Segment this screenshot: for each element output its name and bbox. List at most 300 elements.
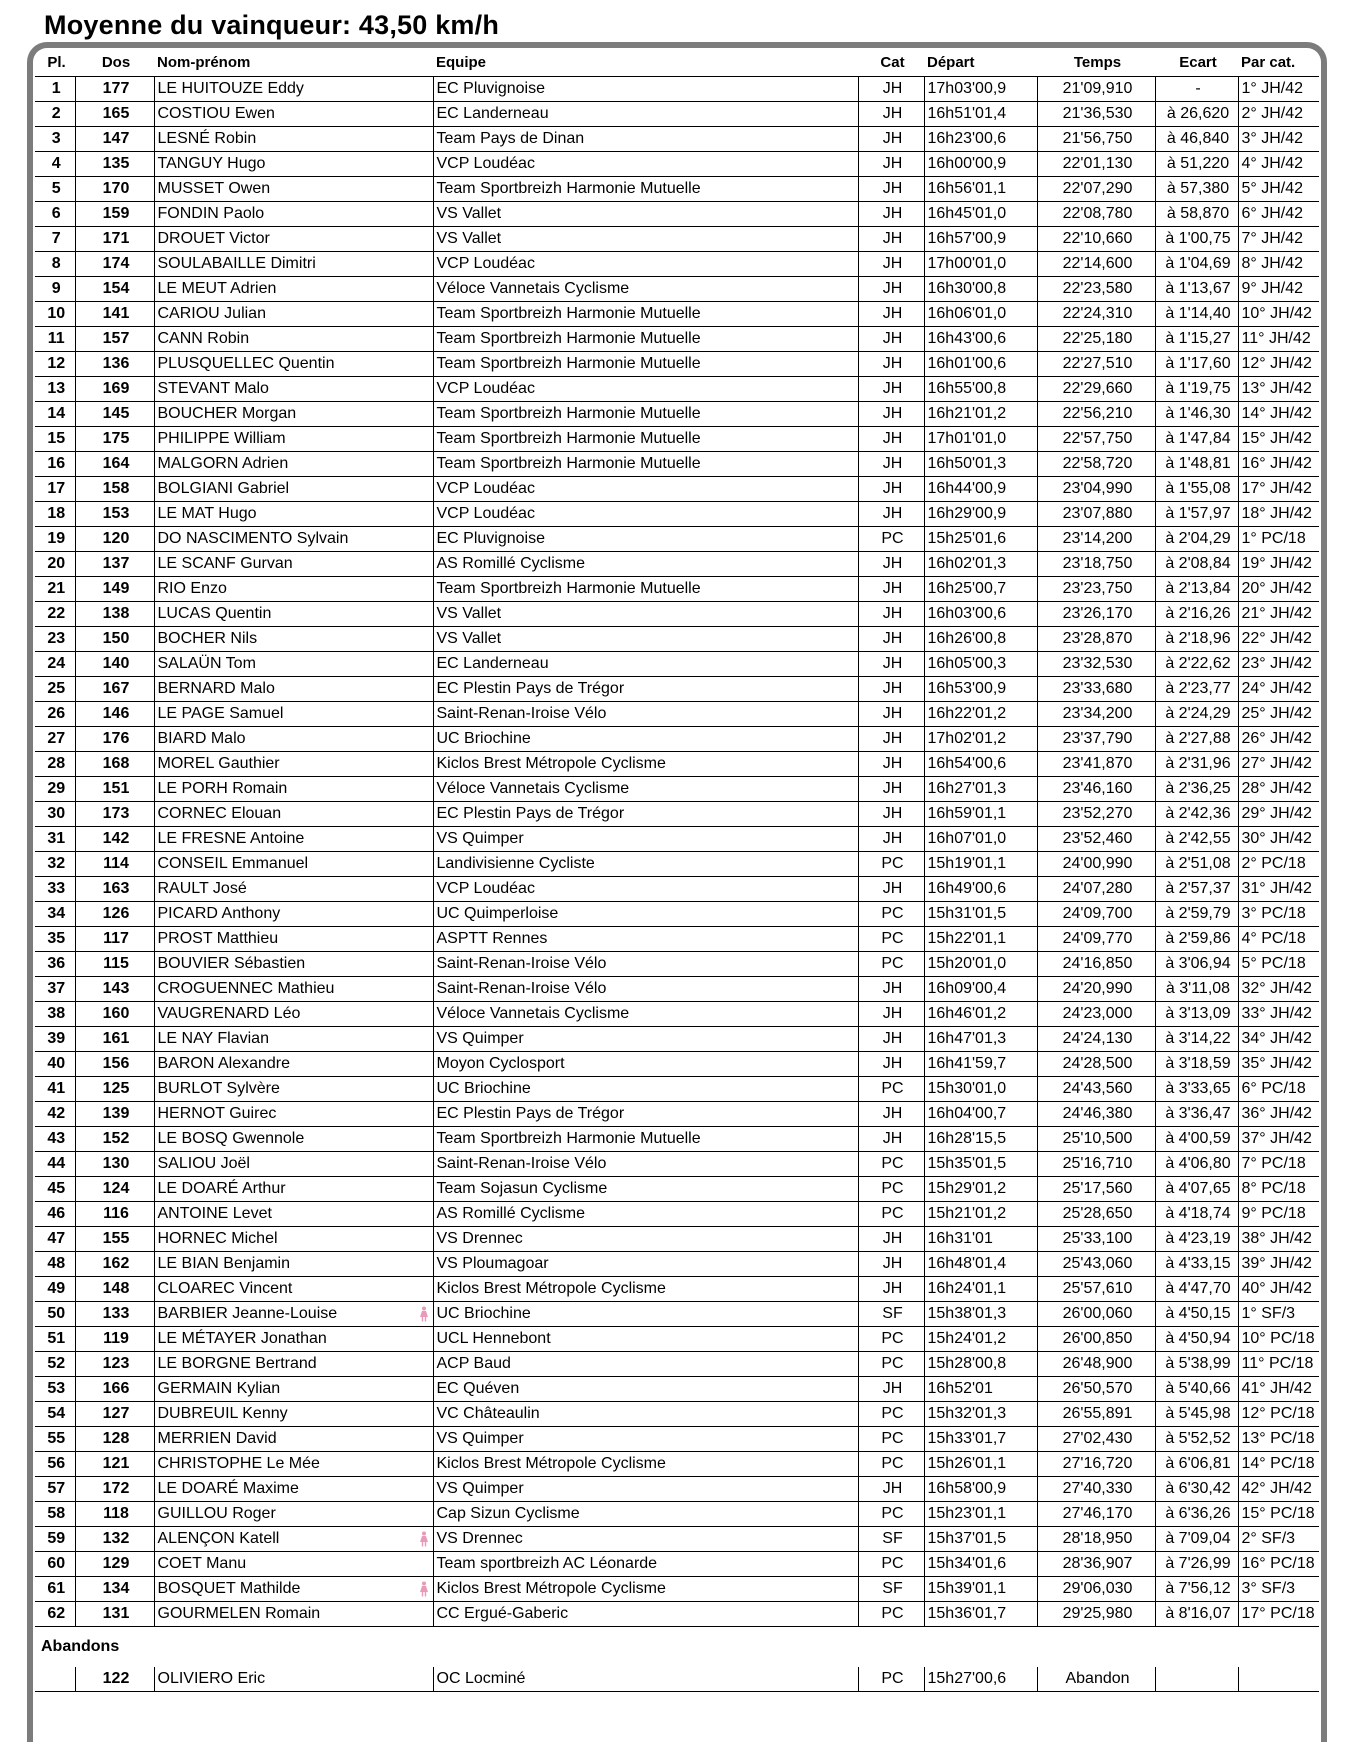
result-row — [35, 927, 1319, 952]
cell-parcat: 8° PC/18 — [1238, 1177, 1319, 1202]
result-row — [35, 202, 1319, 227]
cell-name: LE DOARÉ Maxime — [154, 1477, 433, 1502]
result-row — [35, 402, 1319, 427]
cell-depart: 15h36'01,7 — [924, 1602, 1037, 1627]
result-row — [35, 1127, 1319, 1152]
result-row — [35, 1277, 1319, 1302]
cell-name: RAULT José — [154, 877, 433, 902]
cell-dos: 115 — [75, 952, 154, 977]
cell-team: Team Sportbreizh Harmonie Mutuelle — [433, 177, 858, 202]
cell-dos: 126 — [75, 902, 154, 927]
cell-pl: 59 — [35, 1527, 75, 1552]
cell-depart: 17h00'01,0 — [924, 252, 1037, 277]
cell-name: PHILIPPE William — [154, 427, 433, 452]
cell-pl: 45 — [35, 1177, 75, 1202]
cell-cat: JH — [858, 327, 924, 352]
cell-cat: JH — [858, 602, 924, 627]
cell-cat: JH — [858, 627, 924, 652]
cell-pl — [35, 1667, 75, 1692]
cell-ecart: à 6'06,81 — [1155, 1452, 1238, 1477]
cell-pl: 29 — [35, 777, 75, 802]
cell-temps: 23'37,790 — [1037, 727, 1155, 752]
cell-team: Team Sportbreizh Harmonie Mutuelle — [433, 452, 858, 477]
cell-depart: 16h24'01,1 — [924, 1277, 1037, 1302]
cell-team: VCP Loudéac — [433, 877, 858, 902]
cell-parcat: 7° JH/42 — [1238, 227, 1319, 252]
cell-temps: 23'46,160 — [1037, 777, 1155, 802]
cell-temps: 21'36,530 — [1037, 102, 1155, 127]
cell-pl: 34 — [35, 902, 75, 927]
result-row — [35, 1602, 1319, 1627]
cell-dos: 169 — [75, 377, 154, 402]
cell-dos: 128 — [75, 1427, 154, 1452]
cell-temps: 25'10,500 — [1037, 1127, 1155, 1152]
cell-pl: 12 — [35, 352, 75, 377]
cell-cat: JH — [858, 177, 924, 202]
cell-ecart: à 8'16,07 — [1155, 1602, 1238, 1627]
cell-temps: 24'07,280 — [1037, 877, 1155, 902]
cell-pl: 49 — [35, 1277, 75, 1302]
cell-dos: 116 — [75, 1202, 154, 1227]
result-row — [35, 677, 1319, 702]
result-row — [35, 77, 1319, 102]
cell-dos: 172 — [75, 1477, 154, 1502]
cell-team: VS Vallet — [433, 602, 858, 627]
cell-depart: 16h57'00,9 — [924, 227, 1037, 252]
cell-cat: JH — [858, 977, 924, 1002]
result-row — [35, 1302, 1319, 1327]
cell-ecart: à 7'09,04 — [1155, 1527, 1238, 1552]
cell-pl: 55 — [35, 1427, 75, 1452]
cell-dos: 153 — [75, 502, 154, 527]
cell-name: BARBIER Jeanne-Louise — [154, 1302, 433, 1327]
cell-pl: 62 — [35, 1602, 75, 1627]
cell-dos: 157 — [75, 327, 154, 352]
cell-depart: 16h29'00,9 — [924, 502, 1037, 527]
cell-depart: 15h26'01,1 — [924, 1452, 1037, 1477]
female-figure-icon — [419, 1306, 429, 1322]
cell-pl: 31 — [35, 827, 75, 852]
cell-depart: 16h03'00,6 — [924, 602, 1037, 627]
cell-pl: 58 — [35, 1502, 75, 1527]
cell-pl: 3 — [35, 127, 75, 152]
cell-depart: 15h38'01,3 — [924, 1302, 1037, 1327]
cell-depart: 16h43'00,6 — [924, 327, 1037, 352]
cell-depart: 16h41'59,7 — [924, 1052, 1037, 1077]
cell-parcat: 28° JH/42 — [1238, 777, 1319, 802]
cell-dos: 127 — [75, 1402, 154, 1427]
cell-team: VS Quimper — [433, 1427, 858, 1452]
cell-parcat: 4° PC/18 — [1238, 927, 1319, 952]
cell-dos: 131 — [75, 1602, 154, 1627]
cell-temps: 23'04,990 — [1037, 477, 1155, 502]
cell-depart: 16h31'01 — [924, 1227, 1037, 1252]
cell-temps: 29'25,980 — [1037, 1602, 1155, 1627]
cell-temps: 23'23,750 — [1037, 577, 1155, 602]
cell-dos: 152 — [75, 1127, 154, 1152]
cell-depart: 16h50'01,3 — [924, 452, 1037, 477]
cell-name: LESNÉ Robin — [154, 127, 433, 152]
cell-name: LE FRESNE Antoine — [154, 827, 433, 852]
cell-pl: 9 — [35, 277, 75, 302]
cell-dos: 175 — [75, 427, 154, 452]
cell-dos: 155 — [75, 1227, 154, 1252]
cell-temps: 25'28,650 — [1037, 1202, 1155, 1227]
cell-team: Team sportbreizh AC Léonarde — [433, 1552, 858, 1577]
cell-parcat: 38° JH/42 — [1238, 1227, 1319, 1252]
cell-team: VC Châteaulin — [433, 1402, 858, 1427]
cell-pl: 38 — [35, 1002, 75, 1027]
cell-cat: JH — [858, 502, 924, 527]
cell-pl: 25 — [35, 677, 75, 702]
header-parcat: Par cat. — [1238, 48, 1319, 77]
result-row — [35, 1227, 1319, 1252]
cell-team: Team Pays de Dinan — [433, 127, 858, 152]
cell-depart: 15h24'01,2 — [924, 1327, 1037, 1352]
cell-name: ANTOINE Levet — [154, 1202, 433, 1227]
cell-name: BOLGIANI Gabriel — [154, 477, 433, 502]
cell-cat: PC — [858, 1152, 924, 1177]
cell-cat: SF — [858, 1577, 924, 1602]
cell-cat: JH — [858, 1027, 924, 1052]
result-row — [35, 1527, 1319, 1552]
cell-dos: 117 — [75, 927, 154, 952]
cell-dos: 130 — [75, 1152, 154, 1177]
cell-pl: 51 — [35, 1327, 75, 1352]
cell-pl: 18 — [35, 502, 75, 527]
cell-team: Team Sportbreizh Harmonie Mutuelle — [433, 577, 858, 602]
cell-ecart: à 4'50,15 — [1155, 1302, 1238, 1327]
header-dos: Dos — [75, 48, 154, 77]
cell-dos: 121 — [75, 1452, 154, 1477]
cell-ecart: à 2'31,96 — [1155, 752, 1238, 777]
cell-ecart: à 1'13,67 — [1155, 277, 1238, 302]
cell-team: Saint-Renan-Iroise Vélo — [433, 1152, 858, 1177]
cell-depart: 15h31'01,5 — [924, 902, 1037, 927]
result-row — [35, 777, 1319, 802]
cell-team: UC Briochine — [433, 1302, 858, 1327]
cell-cat: JH — [858, 802, 924, 827]
cell-depart: 15h23'01,1 — [924, 1502, 1037, 1527]
cell-name: BOUCHER Morgan — [154, 402, 433, 427]
cell-ecart: à 46,840 — [1155, 127, 1238, 152]
cell-dos: 136 — [75, 352, 154, 377]
cell-temps: 22'14,600 — [1037, 252, 1155, 277]
cell-parcat: 13° JH/42 — [1238, 377, 1319, 402]
cell-temps: 22'24,310 — [1037, 302, 1155, 327]
cell-pl: 47 — [35, 1227, 75, 1252]
result-row — [35, 1552, 1319, 1577]
cell-depart: 16h04'00,7 — [924, 1102, 1037, 1127]
cell-dos: 122 — [75, 1667, 154, 1692]
cell-depart: 15h34'01,6 — [924, 1552, 1037, 1577]
cell-name: DO NASCIMENTO Sylvain — [154, 527, 433, 552]
cell-ecart: à 2'18,96 — [1155, 627, 1238, 652]
cell-depart: 16h01'00,6 — [924, 352, 1037, 377]
cell-name: LE MÉTAYER Jonathan — [154, 1327, 433, 1352]
cell-cat: JH — [858, 452, 924, 477]
cell-depart: 16h05'00,3 — [924, 652, 1037, 677]
cell-parcat: 23° JH/42 — [1238, 652, 1319, 677]
cell-temps: 23'41,870 — [1037, 752, 1155, 777]
cell-temps: 22'56,210 — [1037, 402, 1155, 427]
result-row — [35, 1352, 1319, 1377]
cell-temps: 24'28,500 — [1037, 1052, 1155, 1077]
cell-team: OC Locminé — [433, 1667, 858, 1692]
cell-name: DROUET Victor — [154, 227, 433, 252]
result-row — [35, 1202, 1319, 1227]
cell-pl: 16 — [35, 452, 75, 477]
cell-cat: PC — [858, 1667, 924, 1692]
cell-team: Landivisienne Cycliste — [433, 852, 858, 877]
cell-temps: 23'52,270 — [1037, 802, 1155, 827]
cell-temps: 25'57,610 — [1037, 1277, 1155, 1302]
cell-name: MUSSET Owen — [154, 177, 433, 202]
cell-parcat: 22° JH/42 — [1238, 627, 1319, 652]
cell-cat: JH — [858, 202, 924, 227]
cell-team: EC Plestin Pays de Trégor — [433, 1102, 858, 1127]
cell-cat: PC — [858, 1502, 924, 1527]
result-row — [35, 1077, 1319, 1102]
cell-cat: PC — [858, 952, 924, 977]
cell-depart: 16h27'01,3 — [924, 777, 1037, 802]
cell-dos: 148 — [75, 1277, 154, 1302]
abandons-section — [35, 1627, 1319, 1668]
cell-pl: 8 — [35, 252, 75, 277]
cell-pl: 22 — [35, 602, 75, 627]
cell-temps: 22'29,660 — [1037, 377, 1155, 402]
cell-pl: 11 — [35, 327, 75, 352]
cell-cat: JH — [858, 102, 924, 127]
cell-parcat: 15° JH/42 — [1238, 427, 1319, 452]
page-title: Moyenne du vainqueur: 43,50 km/h — [44, 10, 500, 40]
cell-parcat: 3° JH/42 — [1238, 127, 1319, 152]
cell-dos: 159 — [75, 202, 154, 227]
cell-ecart: à 1'15,27 — [1155, 327, 1238, 352]
cell-team: VS Vallet — [433, 227, 858, 252]
cell-team: Kiclos Brest Métropole Cyclisme — [433, 1452, 858, 1477]
cell-pl: 20 — [35, 552, 75, 577]
female-figure-icon — [419, 1531, 429, 1547]
cell-name: BERNARD Malo — [154, 677, 433, 702]
cell-ecart: à 7'26,99 — [1155, 1552, 1238, 1577]
result-row — [35, 977, 1319, 1002]
cell-team: VS Quimper — [433, 1027, 858, 1052]
cell-parcat: 1° JH/42 — [1238, 77, 1319, 102]
cell-team: Team Sojasun Cyclisme — [433, 1177, 858, 1202]
cell-team: VS Vallet — [433, 202, 858, 227]
header-team: Equipe — [433, 48, 858, 77]
cell-cat: PC — [858, 1452, 924, 1477]
cell-ecart: à 7'56,12 — [1155, 1577, 1238, 1602]
cell-dos: 171 — [75, 227, 154, 252]
result-row — [35, 177, 1319, 202]
cell-dos: 173 — [75, 802, 154, 827]
cell-name: STEVANT Malo — [154, 377, 433, 402]
cell-ecart: à 2'51,08 — [1155, 852, 1238, 877]
cell-dos: 176 — [75, 727, 154, 752]
cell-pl: 40 — [35, 1052, 75, 1077]
cell-depart: 16h47'01,3 — [924, 1027, 1037, 1052]
cell-parcat: 10° JH/42 — [1238, 302, 1319, 327]
cell-team: Véloce Vannetais Cyclisme — [433, 1002, 858, 1027]
cell-cat: PC — [858, 1077, 924, 1102]
cell-name: BURLOT Sylvère — [154, 1077, 433, 1102]
cell-depart: 16h00'00,9 — [924, 152, 1037, 177]
cell-dos: 168 — [75, 752, 154, 777]
cell-parcat: 2° JH/42 — [1238, 102, 1319, 127]
cell-depart: 16h23'00,6 — [924, 127, 1037, 152]
cell-depart: 16h09'00,4 — [924, 977, 1037, 1002]
cell-depart: 16h59'01,1 — [924, 802, 1037, 827]
cell-team: VS Drennec — [433, 1527, 858, 1552]
cell-name: PROST Matthieu — [154, 927, 433, 952]
cell-ecart: à 5'45,98 — [1155, 1402, 1238, 1427]
cell-cat: PC — [858, 1427, 924, 1452]
cell-team: VCP Loudéac — [433, 502, 858, 527]
cell-name: MALGORN Adrien — [154, 452, 433, 477]
cell-cat: JH — [858, 1277, 924, 1302]
cell-depart: 17h02'01,2 — [924, 727, 1037, 752]
cell-depart: 16h28'15,5 — [924, 1127, 1037, 1152]
cell-dos: 137 — [75, 552, 154, 577]
cell-temps: Abandon — [1037, 1667, 1155, 1692]
cell-depart: 15h39'01,1 — [924, 1577, 1037, 1602]
cell-cat: PC — [858, 1602, 924, 1627]
cell-ecart: à 4'50,94 — [1155, 1327, 1238, 1352]
cell-parcat: 8° JH/42 — [1238, 252, 1319, 277]
cell-ecart: à 4'47,70 — [1155, 1277, 1238, 1302]
cell-team: VS Quimper — [433, 827, 858, 852]
cell-team: Team Sportbreizh Harmonie Mutuelle — [433, 302, 858, 327]
cell-dos: 158 — [75, 477, 154, 502]
cell-pl: 15 — [35, 427, 75, 452]
cell-pl: 17 — [35, 477, 75, 502]
cell-parcat: 16° JH/42 — [1238, 452, 1319, 477]
cell-temps: 24'16,850 — [1037, 952, 1155, 977]
result-row — [35, 252, 1319, 277]
cell-ecart: à 1'55,08 — [1155, 477, 1238, 502]
cell-name: LE DOARÉ Arthur — [154, 1177, 433, 1202]
cell-ecart: à 2'59,79 — [1155, 902, 1238, 927]
cell-ecart: à 1'14,40 — [1155, 302, 1238, 327]
cell-ecart: à 6'36,26 — [1155, 1502, 1238, 1527]
cell-dos: 170 — [75, 177, 154, 202]
cell-team: VS Vallet — [433, 627, 858, 652]
cell-parcat: 21° JH/42 — [1238, 602, 1319, 627]
cell-ecart: à 4'23,19 — [1155, 1227, 1238, 1252]
cell-name: COSTIOU Ewen — [154, 102, 433, 127]
cell-pl: 4 — [35, 152, 75, 177]
cell-ecart: à 2'08,84 — [1155, 552, 1238, 577]
cell-cat: JH — [858, 377, 924, 402]
cell-team: UCL Hennebont — [433, 1327, 858, 1352]
cell-team: EC Landerneau — [433, 652, 858, 677]
cell-team: Moyon Cyclosport — [433, 1052, 858, 1077]
cell-temps: 24'24,130 — [1037, 1027, 1155, 1052]
cell-parcat: 31° JH/42 — [1238, 877, 1319, 902]
cell-team: VCP Loudéac — [433, 477, 858, 502]
cell-depart: 16h48'01,4 — [924, 1252, 1037, 1277]
cell-temps: 25'33,100 — [1037, 1227, 1155, 1252]
cell-dos: 139 — [75, 1102, 154, 1127]
cell-ecart: à 2'36,25 — [1155, 777, 1238, 802]
cell-team: Saint-Renan-Iroise Vélo — [433, 952, 858, 977]
abandon-row — [35, 1667, 1319, 1692]
cell-parcat: 17° PC/18 — [1238, 1602, 1319, 1627]
result-row — [35, 1427, 1319, 1452]
cell-temps: 23'28,870 — [1037, 627, 1155, 652]
result-row — [35, 952, 1319, 977]
cell-ecart: à 2'59,86 — [1155, 927, 1238, 952]
cell-temps: 26'50,570 — [1037, 1377, 1155, 1402]
cell-temps: 28'18,950 — [1037, 1527, 1155, 1552]
cell-dos: 145 — [75, 402, 154, 427]
cell-cat: JH — [858, 702, 924, 727]
cell-pl: 10 — [35, 302, 75, 327]
cell-cat: JH — [858, 227, 924, 252]
cell-team: CC Ergué-Gaberic — [433, 1602, 858, 1627]
cell-name: LUCAS Quentin — [154, 602, 433, 627]
cell-temps: 24'00,990 — [1037, 852, 1155, 877]
cell-pl: 52 — [35, 1352, 75, 1377]
cell-parcat: 5° PC/18 — [1238, 952, 1319, 977]
cell-team: EC Pluvignoise — [433, 77, 858, 102]
cell-parcat: 13° PC/18 — [1238, 1427, 1319, 1452]
cell-ecart: à 1'47,84 — [1155, 427, 1238, 452]
cell-team: Saint-Renan-Iroise Vélo — [433, 702, 858, 727]
cell-parcat: 6° JH/42 — [1238, 202, 1319, 227]
cell-dos: 135 — [75, 152, 154, 177]
cell-pl: 50 — [35, 1302, 75, 1327]
cell-name: CARIOU Julian — [154, 302, 433, 327]
cell-dos: 165 — [75, 102, 154, 127]
cell-pl: 42 — [35, 1102, 75, 1127]
cell-cat: JH — [858, 1052, 924, 1077]
cell-dos: 161 — [75, 1027, 154, 1052]
cell-cat: PC — [858, 1352, 924, 1377]
cell-name: PLUSQUELLEC Quentin — [154, 352, 433, 377]
cell-temps: 22'58,720 — [1037, 452, 1155, 477]
cell-dos: 133 — [75, 1302, 154, 1327]
cell-cat: JH — [858, 477, 924, 502]
cell-ecart: à 5'40,66 — [1155, 1377, 1238, 1402]
cell-name: TANGUY Hugo — [154, 152, 433, 177]
cell-parcat: 4° JH/42 — [1238, 152, 1319, 177]
cell-cat: PC — [858, 927, 924, 952]
cell-dos: 151 — [75, 777, 154, 802]
cell-team: AS Romillé Cyclisme — [433, 552, 858, 577]
result-row — [35, 1377, 1319, 1402]
cell-dos: 123 — [75, 1352, 154, 1377]
cell-depart: 16h53'00,9 — [924, 677, 1037, 702]
result-row — [35, 1452, 1319, 1477]
header-cat: Cat — [858, 48, 924, 77]
cell-temps: 24'43,560 — [1037, 1077, 1155, 1102]
cell-dos: 147 — [75, 127, 154, 152]
result-row — [35, 727, 1319, 752]
cell-cat: PC — [858, 1327, 924, 1352]
cell-team: AS Romillé Cyclisme — [433, 1202, 858, 1227]
cell-dos: 119 — [75, 1327, 154, 1352]
cell-name: LE SCANF Gurvan — [154, 552, 433, 577]
cell-parcat: 18° JH/42 — [1238, 502, 1319, 527]
cell-name: MERRIEN David — [154, 1427, 433, 1452]
cell-ecart: à 4'07,65 — [1155, 1177, 1238, 1202]
cell-name: LE BIAN Benjamin — [154, 1252, 433, 1277]
female-figure-icon — [419, 1581, 429, 1597]
cell-depart: 15h19'01,1 — [924, 852, 1037, 877]
